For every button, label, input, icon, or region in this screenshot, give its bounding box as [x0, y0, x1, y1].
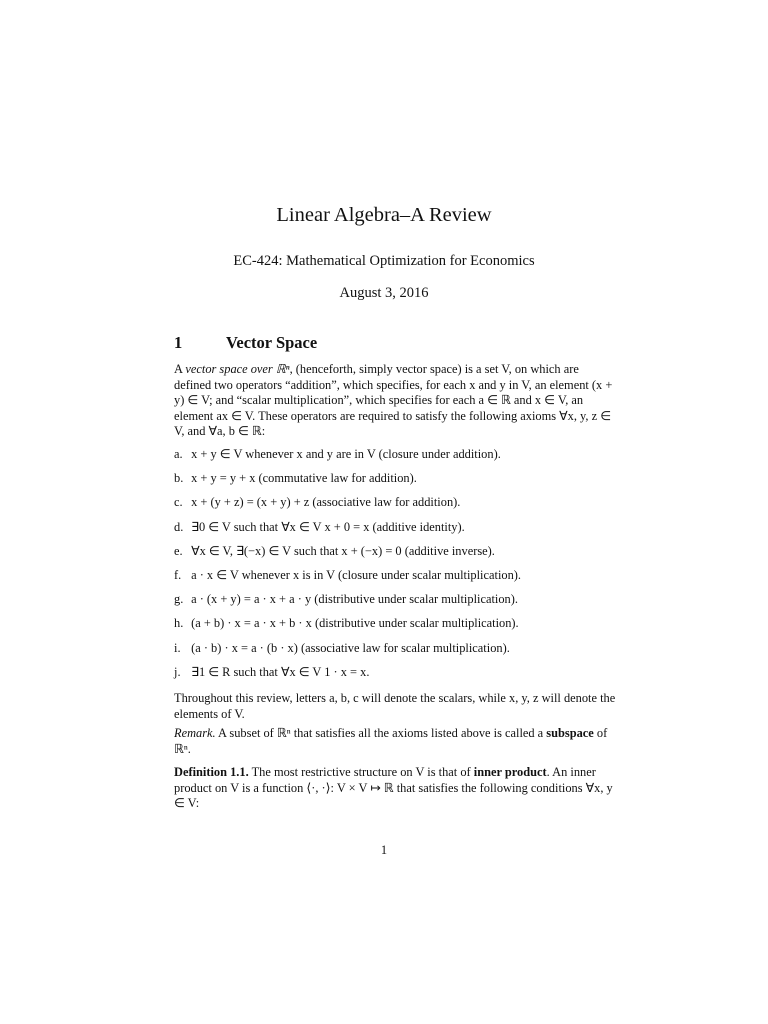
- intro-rest: , (henceforth, simply vector space) is a set V, on which are defined two operators “addition”, which specifies, for each x and y in V, an element (x + y) ∈ V; and “scalar multiplication”, which specifies for each a ∈ ℝ and x ∈ V, an element ax ∈ V. These operators are required to satisfy the following axioms ∀x, y, z ∈ V, and ∀a, b ∈ ℝ:: [174, 362, 613, 439]
- definition-text-before: The most restrictive structure on V is that of: [248, 765, 474, 779]
- axiom-text: (a + b) · x = a · x + b · x (distributive under scalar multiplication).: [191, 616, 519, 631]
- axiom-label: a.: [174, 447, 183, 461]
- list-item: [174, 591, 616, 615]
- axiom-label: e.: [174, 543, 183, 558]
- list-item: [174, 470, 616, 494]
- axiom-text: x + y = y + x (commutative law for addition).: [191, 471, 417, 486]
- list-item: [174, 640, 616, 664]
- list-item: [174, 664, 616, 688]
- axiom-list: [174, 446, 616, 688]
- axiom-text: (a · b) · x = a · (b · x) (associative law for scalar multiplication).: [191, 640, 510, 655]
- section-number: 1: [174, 333, 183, 352]
- list-item: [174, 519, 616, 543]
- intro-prefix: A: [174, 362, 186, 376]
- intro-term: vector space over ℝⁿ: [185, 362, 290, 376]
- axiom-label: h.: [174, 616, 184, 631]
- remark-paragraph: [174, 726, 616, 757]
- list-item: [174, 615, 616, 639]
- definition-text-after: . An inner product on V is a function ⟨·, ·⟩: V × V ↦ ℝ that satisfies the following conditions ∀x, y ∈ V:: [174, 765, 613, 811]
- axiom-text: a · x ∈ V whenever x is in V (closure under scalar multiplication).: [191, 567, 521, 582]
- section-heading: [174, 333, 317, 353]
- axiom-label: j.: [174, 664, 181, 679]
- intro-paragraph: [174, 362, 616, 440]
- section-title: Vector Space: [226, 333, 318, 352]
- remark-text-after: of ℝⁿ.: [174, 726, 608, 756]
- list-item: [174, 543, 616, 567]
- axiom-label: b.: [174, 471, 184, 486]
- axiom-label: i.: [174, 640, 181, 655]
- remark-label: Remark.: [174, 726, 216, 740]
- axiom-label: g.: [174, 592, 184, 607]
- definition-label: Definition 1.1.: [174, 765, 249, 779]
- axiom-label: f.: [174, 567, 182, 582]
- list-item: [174, 494, 616, 518]
- list-item: [174, 446, 616, 470]
- definition-term: inner product: [473, 765, 547, 779]
- course-name: EC-424: Mathematical Optimization for Economics: [233, 253, 535, 269]
- remark-text-before: A subset of ℝⁿ that satisfies all the axioms listed above is called a: [215, 726, 547, 740]
- axiom-text: ∃0 ∈ V such that ∀x ∈ V x + 0 = x (additive identity).: [191, 519, 465, 534]
- notation-paragraph: Throughout this review, letters a, b, c will denote the scalars, while x, y, z will denote the elements of V.: [174, 691, 616, 721]
- axiom-label: c.: [174, 495, 183, 510]
- definition-paragraph: [174, 765, 616, 812]
- axiom-text: ∃1 ∈ R such that ∀x ∈ V 1 · x = x.: [191, 664, 370, 679]
- list-item: [174, 567, 616, 591]
- axiom-text: x + y ∈ V whenever x and y are in V (closure under addition).: [191, 447, 501, 461]
- document-date: August 3, 2016: [339, 285, 429, 301]
- axiom-label: d.: [174, 519, 184, 534]
- axiom-text: a · (x + y) = a · x + a · y (distributive under scalar multiplication).: [191, 592, 518, 607]
- axiom-text: x + (y + z) = (x + y) + z (associative law for addition).: [191, 495, 461, 510]
- page-number: 1: [380, 843, 388, 857]
- document-title: Linear Algebra–A Review: [276, 204, 492, 226]
- axiom-text: ∀x ∈ V, ∃(−x) ∈ V such that x + (−x) = 0 (additive inverse).: [191, 543, 495, 558]
- remark-term: subspace: [546, 726, 594, 740]
